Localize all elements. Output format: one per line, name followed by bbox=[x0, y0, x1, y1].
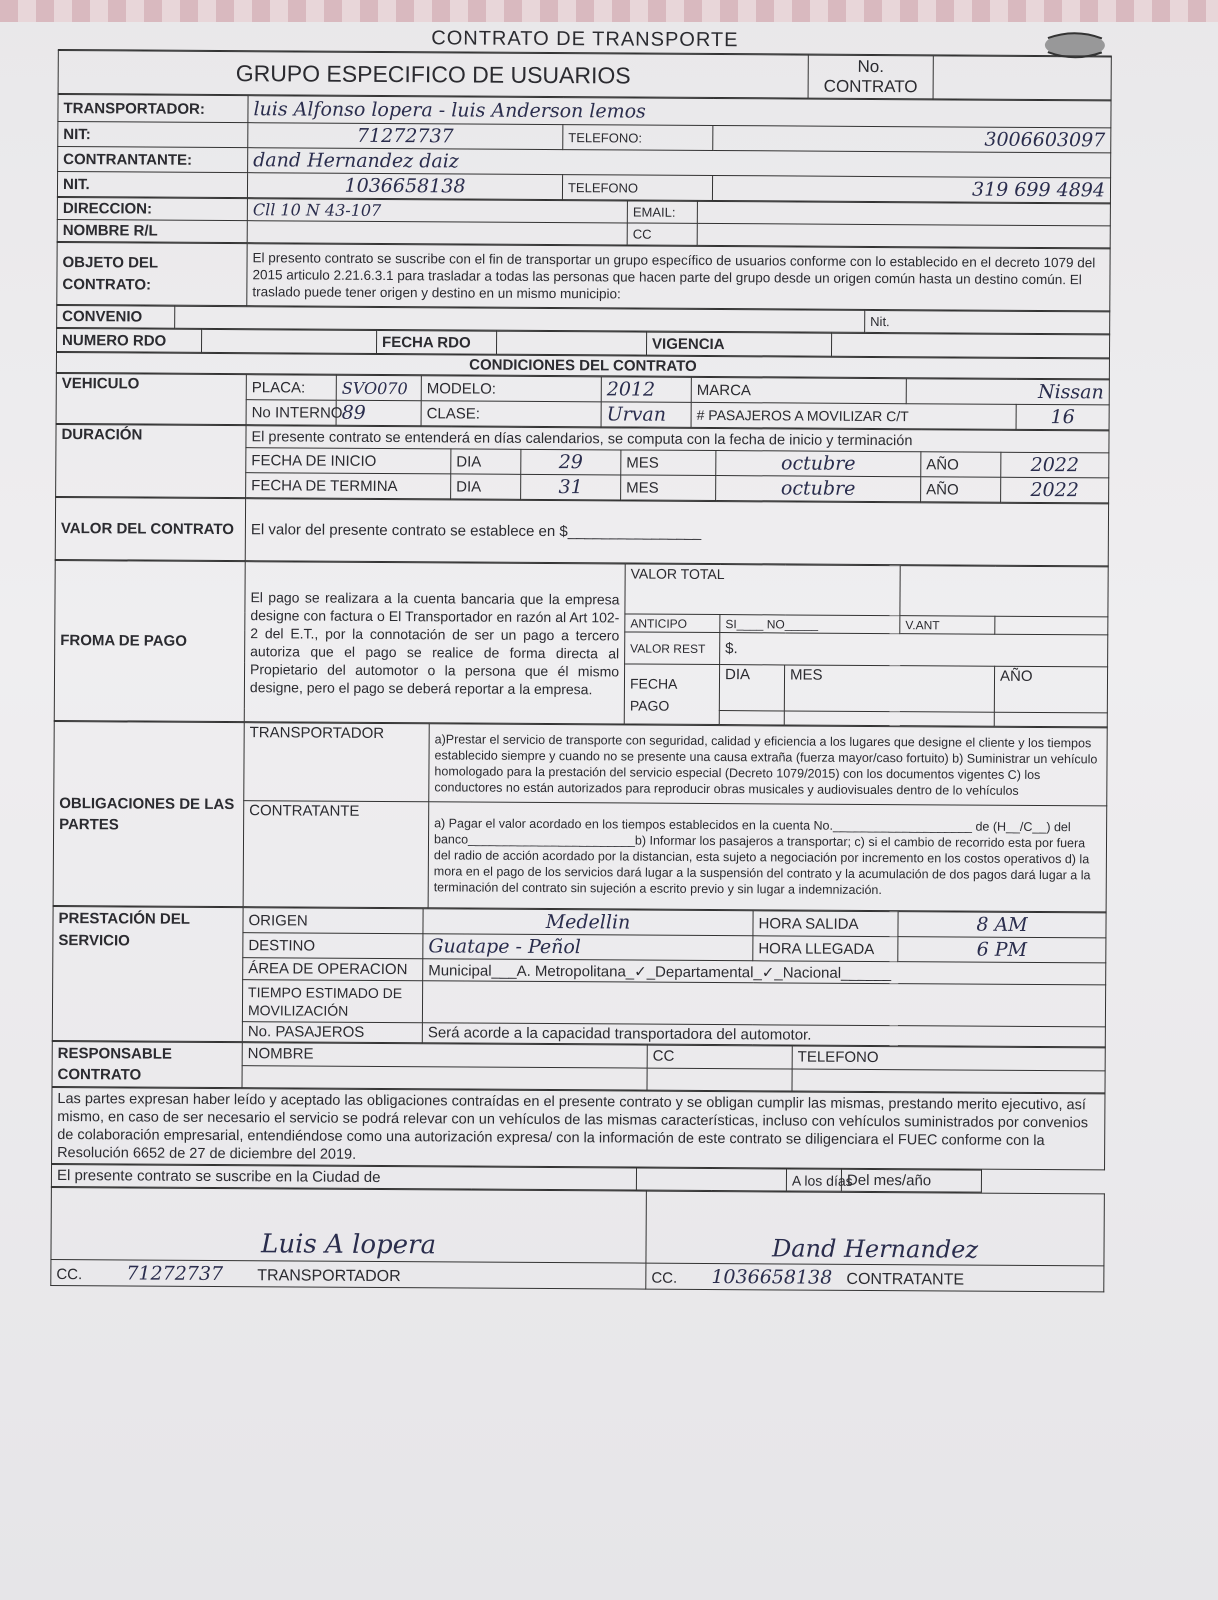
cc-label: CC. bbox=[56, 1265, 83, 1283]
vigencia-field[interactable] bbox=[831, 333, 1109, 358]
duracion-section bbox=[55, 424, 1109, 503]
marca-label: MARCA bbox=[691, 377, 906, 403]
cc-field[interactable] bbox=[697, 223, 1110, 248]
dia-label: DIA bbox=[451, 449, 521, 474]
transportador-sign-label: TRANSPORTADOR bbox=[257, 1266, 401, 1285]
fecha-rdo-label: FECHA RDO bbox=[376, 330, 496, 354]
placa-label: PLACA: bbox=[246, 375, 336, 401]
parties-section bbox=[57, 94, 1112, 203]
hora-salida-label: HORA SALIDA bbox=[753, 911, 898, 937]
page-title: GRUPO ESPECIFICO DE USUARIOS bbox=[58, 51, 808, 99]
vehiculo-section bbox=[56, 373, 1110, 430]
cc-transportador[interactable]: 71272737 bbox=[126, 1261, 224, 1285]
pago-mes-field[interactable] bbox=[784, 711, 994, 726]
cc-contratante[interactable]: 1036658138 bbox=[711, 1265, 833, 1289]
background-fabric bbox=[0, 0, 1218, 22]
anticipo-si-no[interactable] bbox=[720, 615, 900, 634]
condiciones-title: CONDICIONES DEL CONTRATO bbox=[56, 352, 1109, 378]
pago-dia-field[interactable] bbox=[719, 711, 784, 725]
pasajeros-label: # PASAJEROS A MOVILIZAR C/T bbox=[691, 402, 1016, 429]
firma-contratante[interactable]: Dand Hernandez bbox=[646, 1191, 1104, 1266]
numero-rdo-label: NUMERO RDO bbox=[56, 328, 201, 352]
fecha-termina-label: FECHA DE TERMINA bbox=[246, 473, 451, 499]
hora-salida-field[interactable]: 8 AM bbox=[898, 912, 1106, 938]
origen-label: ORIGEN bbox=[243, 908, 423, 934]
valor-label: VALOR DEL CONTRATO bbox=[55, 497, 245, 560]
objeto-text: El presento contrato se suscribe con el fin de transportar un grupo específico de usuarios conforme con lo establecido en el decreto 1079 del 2015 articulo 2.21.6.3.1 para trasladar a todas las personas que hacen parte del grupo desde un origen común hasta un destino común. El traslado puede tener origen y destino en un mismo municipio: bbox=[247, 244, 1110, 311]
tiempo-field[interactable] bbox=[422, 981, 1105, 1027]
marca-field[interactable]: Nissan bbox=[906, 379, 1109, 405]
transportador-field[interactable]: luis Alfonso lopera - luis Anderson lemos bbox=[248, 96, 1111, 128]
obligaciones-transportador-text: a)Prestar el servicio de transporte con seguridad, calidad y eficiencia a los lugares que designe el cliente y los tiempos establecido siempre y cuando no se presente una causa extraña (fuerza mayor/caso fortuito) b) Suministrar un vehículo homologado para la prestación del servicio especial (Decreto 1079/2015) con los documentos vigentes C) los conductores no están autorizados para reproducir obras musicales y audiovisuales dentro de lo vehículos bbox=[429, 724, 1107, 806]
anticipo-label: ANTICIPO bbox=[625, 614, 720, 633]
responsable-telefono-field[interactable] bbox=[792, 1069, 1105, 1093]
email-label: EMAIL: bbox=[627, 201, 697, 223]
destino-label: DESTINO bbox=[243, 933, 423, 959]
cc-label: CC bbox=[627, 223, 697, 245]
objeto-label: OBJETO DEL CONTRATO: bbox=[57, 242, 247, 305]
vant-label: V.ANT bbox=[900, 616, 995, 635]
nombre-rl-field[interactable] bbox=[247, 221, 627, 245]
transportador-label: TRANSPORTADOR: bbox=[58, 95, 248, 123]
fecha-pago-label: FECHA PAGO bbox=[624, 664, 719, 725]
telefono2-label: TELEFONO bbox=[562, 175, 712, 201]
nombre-rl-label: NOMBRE R/L bbox=[57, 219, 247, 242]
telefono-label: TELEFONO: bbox=[563, 125, 713, 151]
contract-no-field[interactable] bbox=[933, 56, 1111, 100]
valor-rest-field[interactable]: $. bbox=[720, 633, 1108, 667]
prestacion-section bbox=[52, 906, 1107, 1047]
origen-field[interactable]: Medellin bbox=[423, 909, 753, 936]
pago-ano-label: AÑO bbox=[994, 666, 1107, 713]
mes-label: MES bbox=[621, 450, 716, 476]
valor-total-label: VALOR TOTAL bbox=[625, 564, 900, 616]
header bbox=[58, 50, 1112, 100]
pago-text: El pago se realizara a la cuenta bancaria que la empresa designe con factura o El Transportador en razón al Art 102-2 del E.T., por la connotación de ser un pago a tercero autoriza que el pago se realice de forma directa al Propietario del automotor o la persona que él mismo designe, pero el pago se deberá reportar a la empresa. bbox=[244, 562, 625, 724]
responsable-section bbox=[52, 1041, 1106, 1093]
pasajeros-field[interactable]: 16 bbox=[1016, 404, 1109, 430]
dias-label: A los días bbox=[786, 1169, 841, 1191]
cc-label: CC. bbox=[651, 1269, 678, 1287]
nit2-label: NIT. bbox=[57, 172, 247, 198]
dia-label: DIA bbox=[451, 474, 521, 499]
contratante-label: CONTRANTANTE: bbox=[58, 147, 248, 173]
convenio-label: CONVENIO bbox=[57, 305, 175, 328]
inicio-ano-field[interactable]: 2022 bbox=[1001, 452, 1109, 478]
contratante-sign-label: CONTRATANTE bbox=[846, 1270, 965, 1289]
si-option[interactable]: SI____ bbox=[725, 616, 764, 631]
ciudad-label: El presente contrato se suscribe en la Ciudad de bbox=[51, 1164, 636, 1190]
valor-total-field[interactable] bbox=[900, 566, 1108, 617]
interno-field[interactable]: 89 bbox=[336, 400, 421, 426]
responsable-nombre-label: NOMBRE bbox=[242, 1043, 647, 1068]
contratante-field[interactable]: dand Hernandez daiz bbox=[248, 148, 1111, 178]
signatures bbox=[50, 1187, 1105, 1292]
clase-label: CLASE: bbox=[421, 401, 601, 427]
modelo-label: MODELO: bbox=[421, 376, 601, 402]
clausula-section bbox=[51, 1087, 1105, 1170]
fin-mes-field[interactable]: octubre bbox=[716, 476, 921, 502]
convenio-nit-label: Nit. bbox=[865, 310, 1110, 333]
company-logo-stamp-icon bbox=[1042, 28, 1108, 62]
fecha-rdo-field[interactable] bbox=[496, 331, 646, 355]
inicio-dia-field[interactable]: 29 bbox=[521, 449, 621, 475]
pago-section bbox=[54, 560, 1109, 727]
hora-llegada-label: HORA LLEGADA bbox=[753, 936, 898, 962]
no-pasajeros-text: Será acorde a la capacidad transportadora del automotor. bbox=[422, 1023, 1105, 1047]
vant-field[interactable] bbox=[995, 616, 1108, 635]
ciudad-field[interactable] bbox=[636, 1168, 786, 1191]
transport-contract-form bbox=[50, 24, 1112, 1292]
duracion-label: DURACIÓN bbox=[56, 424, 246, 497]
nit-field[interactable]: 71272737 bbox=[248, 123, 563, 150]
destino-field[interactable]: Guatape - Peñol bbox=[423, 934, 753, 961]
objeto-section bbox=[56, 242, 1110, 311]
valor-rest-label: VALOR REST bbox=[625, 632, 720, 665]
placa-field[interactable]: SVO070 bbox=[336, 375, 421, 401]
pago-ano-field[interactable] bbox=[994, 712, 1107, 727]
modelo-field[interactable]: 2012 bbox=[601, 377, 691, 403]
vigencia-label: VIGENCIA bbox=[646, 332, 831, 356]
title-top: CONTRATO DE TRANSPORTE bbox=[58, 24, 1112, 56]
telefono2-field[interactable]: 319 699 4894 bbox=[712, 176, 1110, 203]
mes-label: MES bbox=[621, 475, 716, 501]
nit2-field[interactable]: 1036658138 bbox=[247, 173, 562, 200]
hora-llegada-field[interactable]: 6 PM bbox=[898, 937, 1106, 963]
interno-label: No INTERNO bbox=[246, 400, 336, 426]
firma-transportador[interactable]: Luis A lopera bbox=[51, 1187, 646, 1263]
area-field[interactable]: Municipal___A. Metropolitana_✓_Departamental_✓_Nacional______ bbox=[423, 959, 1106, 985]
responsable-telefono-label: TELEFONO bbox=[792, 1046, 1105, 1070]
vehiculo-label: VEHICULO bbox=[56, 373, 246, 424]
duracion-text: El presente contrato se entenderá en días calendarios, se computa con la fecha de inicio y terminación bbox=[246, 426, 1109, 453]
pago-label: FROMA DE PAGO bbox=[54, 560, 245, 721]
obligaciones-contratante-text: a) Pagar el valor acordado en los tiempos establecidos en la cuenta No.____________________ de (H__/C__) del banco________________________b) Informar los pasajeros a transportar; c) si el cambio de recorrido esta por fuera del radio de acción acordado por la distancian, esta sujeto a negociación por incremento en los costos operativos d) la mora en el pago de los servicios dará lugar a la suspensión del contrato y la acumulación de dos pagos dará lugar a la terminación del contrato sin sujeción a escrito previo y sin lugar a indemnización. bbox=[428, 802, 1107, 912]
clausula-text: Las partes expresan haber leído y aceptado las obligaciones contraídas en el presente contrato y se obligan cumplir las mismas, prestando merito ejecutivo, así mismo, en caso de ser necesario el servicio se podrá relevar con un vehículos de las mismas características, incluso con vehículos suministrados por convenios de colaboración empresarial, entendiéndose como una autorización expresa/ con la información de este contrato se diligenciara el FUEC conforme con la Resolución 6652 de 27 de diciembre del 2019. bbox=[52, 1087, 1105, 1169]
no-pasajeros-label: No. PASAJEROS bbox=[242, 1022, 422, 1043]
fin-dia-field[interactable]: 31 bbox=[521, 474, 621, 500]
prestacion-label: PRESTACIÓN DEL SERVICIO bbox=[52, 906, 243, 1041]
responsable-nombre-field[interactable] bbox=[242, 1065, 647, 1090]
responsable-cc-field[interactable] bbox=[647, 1068, 792, 1091]
inicio-mes-field[interactable]: octubre bbox=[716, 451, 921, 477]
direccion-field[interactable]: Cll 10 N 43-107 bbox=[247, 199, 627, 223]
obligaciones-section bbox=[53, 721, 1108, 912]
contract-no-label: No. CONTRATO bbox=[808, 55, 933, 99]
pago-dia-label: DIA bbox=[719, 665, 784, 711]
responsable-cc-label: CC bbox=[647, 1045, 792, 1068]
no-option[interactable]: NO_____ bbox=[766, 616, 819, 632]
obligaciones-transportador-label: TRANSPORTADOR bbox=[244, 723, 429, 802]
valor-section bbox=[55, 497, 1109, 566]
tiempo-label: TIEMPO ESTIMADO DE MOVILIZACIÓN bbox=[242, 980, 422, 1023]
clase-field[interactable]: Urvan bbox=[601, 402, 691, 428]
mes-ano-label: Del mes/año bbox=[841, 1169, 981, 1192]
obligaciones-label: OBLIGACIONES DE LAS PARTES bbox=[53, 721, 244, 906]
valor-text[interactable]: El valor del presente contrato se establece en $________________ bbox=[245, 499, 1108, 566]
ano-label: AÑO bbox=[921, 477, 1001, 502]
area-label: ÁREA DE OPERACION bbox=[243, 958, 423, 981]
numero-rdo-field[interactable] bbox=[201, 329, 376, 353]
fin-ano-field[interactable]: 2022 bbox=[1001, 477, 1109, 503]
address-section bbox=[57, 197, 1111, 248]
pago-mes-label: MES bbox=[784, 665, 994, 712]
telefono-field[interactable]: 3006603097 bbox=[713, 126, 1111, 153]
ano-label: AÑO bbox=[921, 452, 1001, 477]
nit-label: NIT: bbox=[58, 122, 248, 148]
email-field[interactable] bbox=[697, 201, 1110, 226]
fecha-inicio-label: FECHA DE INICIO bbox=[246, 448, 451, 474]
obligaciones-contratante-label: CONTRATANTE bbox=[243, 801, 429, 908]
responsable-label: RESPONSABLE CONTRATO bbox=[52, 1041, 242, 1087]
direccion-label: DIRECCION: bbox=[57, 197, 247, 220]
